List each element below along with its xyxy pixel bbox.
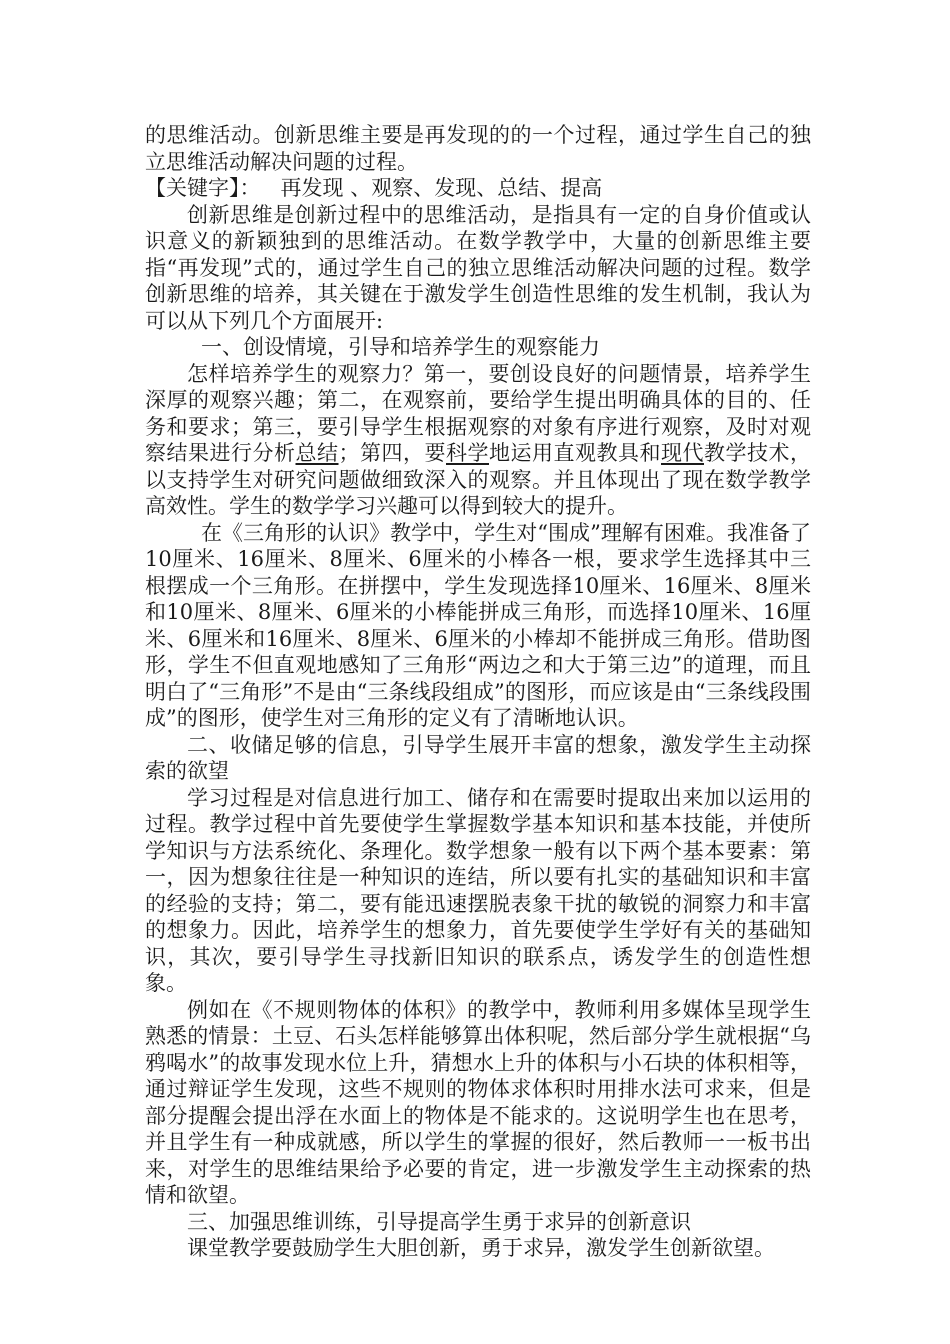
section-heading-3: 三、加强思维训练，引导提高学生勇于求异的创新意识 — [187, 1209, 691, 1234]
keywords-line: 【关键字】： 再发现 、观察、发现、总结、提高 — [145, 176, 603, 200]
paragraph-text: 怎样培养学生的观察力？第一，要创设良好的问题情景，培养学生深厚的观察兴趣；第二，在观察前，要给学生提出明确具体的目的、任务和要求；第三，要引导学生根据观察的对象有序进行观察，及时对观察结果进行分析 — [145, 361, 811, 465]
paragraph-text: ；第四，要 — [338, 441, 446, 465]
paragraph-volume-example: 例如在《不规则物体的体积》的教学中，教师利用多媒体呈现学生熟悉的情景：土豆、石头怎样能够算出体积呢，然后部分学生就根据“乌鸦喝水”的故事发现水位上升，猜想水上升的体积与小石块的体积相等，通过辩证学生发现，这些不规则的物体求体积时用排水法可求来，但是部分提醒会提出浮在水面上的物体是不能求的。这说明学生也在思考，并且学生有一种成就感，所以学生的掌握的很好，然后教师一一板书出来，对学生的思维结果给予必要的肯定，进一步激发学生主动探索的热情和欲望。 — [145, 997, 811, 1207]
link-modern[interactable]: 现代 — [661, 441, 704, 465]
document-body — [145, 122, 811, 1262]
section-heading-2: 二、收储足够的信息，引导学生展开丰富的想象，激发学生主动探索的欲望 — [145, 732, 811, 783]
link-science[interactable]: 科学 — [446, 441, 489, 465]
abstract-tail: 的思维活动。创新思维主要是再发现的的一个过程，通过学生自己的独立思维活动解决问题的过程。 — [145, 123, 811, 174]
link-summary[interactable]: 总结 — [295, 441, 339, 465]
paragraph-triangle-example: 在《三角形的认识》教学中，学生对“围成”理解有困难。我准备了10厘米、16厘米、8厘米、6厘米的小棒各一根，要求学生选择其中三根摆成一个三角形。在拼摆中，学生发现选择10厘米、16厘米、8厘米和10厘米、8厘米、6厘米的小棒能拼成三角形，而选择10厘米、16厘米、6厘米和16厘米、8厘米、6厘米的小棒却不能拼成三角形。借助图形，学生不但直观地感知了三角形“两边之和大于第三边”的道理，而且明白了“三角形”不是由“三条线段组成”的图形，而应该是由“三条线段围成”的图形，使学生对三角形的定义有了清晰地认识。 — [145, 520, 811, 730]
paragraph-observation — [145, 361, 811, 520]
paragraph-classroom: 课堂教学要鼓励学生大胆创新，勇于求异，激发学生创新欲望。 — [187, 1236, 775, 1260]
paragraph-text: 地运用直观教具和 — [489, 441, 661, 465]
paragraph-text: 教学技术，以支持学生对研究问题做细致深入的观察。并且体现出了现在数学教学高效性。学生的数学学习兴趣可以得到较大的提升。 — [145, 441, 811, 518]
paragraph-information: 学习过程是对信息进行加工、储存和在需要时提取出来加以运用的过程。教学过程中首先要使学生掌握数学基本知识和基本技能，并使所学知识与方法系统化、条理化。数学想象一般有以下两个基本要素：第一，因为想象往往是一种知识的连结，所以要有扎实的基础知识和丰富的经验的支持；第二，要有能迅速摆脱表象干扰的敏锐的洞察力和丰富的想象力。因此，培养学生的想象力，首先要使学生学好有关的基础知识，其次，要引导学生寻找新旧知识的联系点，诱发学生的创造性想象。 — [145, 785, 811, 995]
section-heading-1: 一、创设情境，引导和培养学生的观察能力 — [201, 335, 600, 359]
intro-paragraph: 创新思维是创新过程中的思维活动，是指具有一定的自身价值或认识意义的新颖独到的思维活动。在数学教学中，大量的创新思维主要指“再发现”式的，通过学生自己的独立思维活动解决问题的过程。数学创新思维的培养，其关键在于激发学生创造性思维的发生机制，我认为可以从下列几个方面展开: — [145, 202, 811, 333]
